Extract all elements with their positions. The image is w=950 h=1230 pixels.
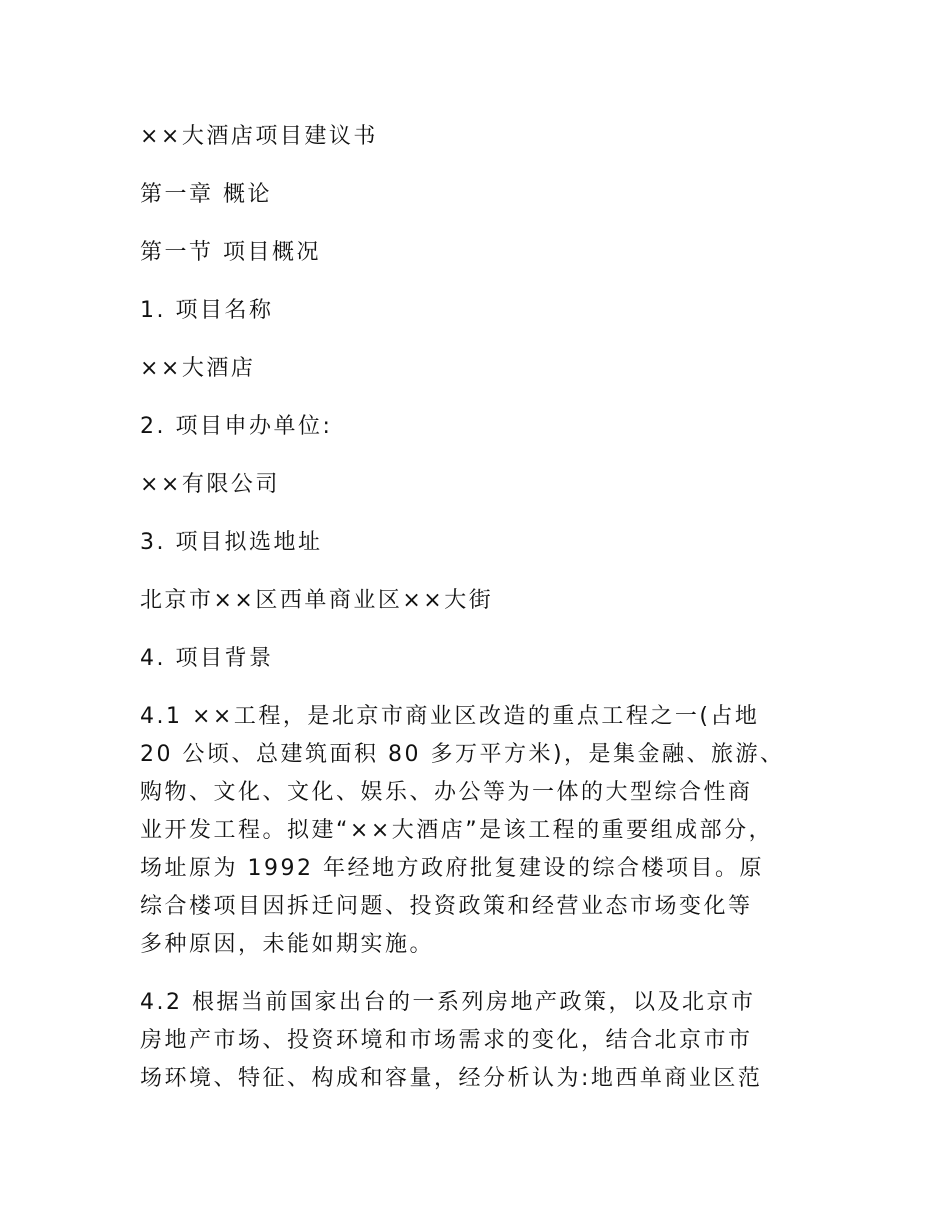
document-body <box>140 118 830 1118</box>
paragraph-line: 场址原为 1992 年经地方政府批复建设的综合楼项目。原 <box>140 856 764 881</box>
item-1-value: ××大酒店 <box>140 356 256 381</box>
paragraph-line: 4.1 ××工程，是北京市商业区改造的重点工程之一(占地 <box>140 704 760 729</box>
paragraph-line: 场环境、特征、构成和容量，经分析认为:地西单商业区范 <box>140 1066 763 1091</box>
chapter-heading: 第一章 概论 <box>140 182 272 207</box>
paragraph-line: 购物、文化、文化、娱乐、办公等为一体的大型综合性商 <box>140 780 753 805</box>
paragraph-line: 业开发工程。拟建“××大酒店”是该工程的重要组成部分， <box>140 818 774 843</box>
paragraph-line: 4.2 根据当前国家出台的一系列房地产政策，以及北京市 <box>140 990 756 1015</box>
item-1-heading: 1. 项目名称 <box>140 298 274 323</box>
item-2-value: ××有限公司 <box>140 472 280 497</box>
item-3-value: 北京市××区西单商业区××大街 <box>140 588 494 613</box>
paragraph-line: 多种原因，未能如期实施。 <box>140 932 435 957</box>
paragraph-line: 房地产市场、投资环境和市场需求的变化，结合北京市市 <box>140 1028 753 1053</box>
paragraph-4-2 <box>140 984 830 1098</box>
document-title: ××大酒店项目建议书 <box>140 124 378 149</box>
item-4-heading: 4. 项目背景 <box>140 646 274 671</box>
paragraph-line: 综合楼项目因拆迁问题、投资政策和经营业态市场变化等 <box>140 894 753 919</box>
paragraph-4-1 <box>140 698 830 964</box>
item-2-heading: 2. 项目申办单位: <box>140 414 333 439</box>
item-3-heading: 3. 项目拟选地址 <box>140 530 323 555</box>
paragraph-line: 20 公顷、总建筑面积 80 多万平方米)，是集金融、旅游、 <box>140 742 785 767</box>
section-heading: 第一节 项目概况 <box>140 240 321 265</box>
